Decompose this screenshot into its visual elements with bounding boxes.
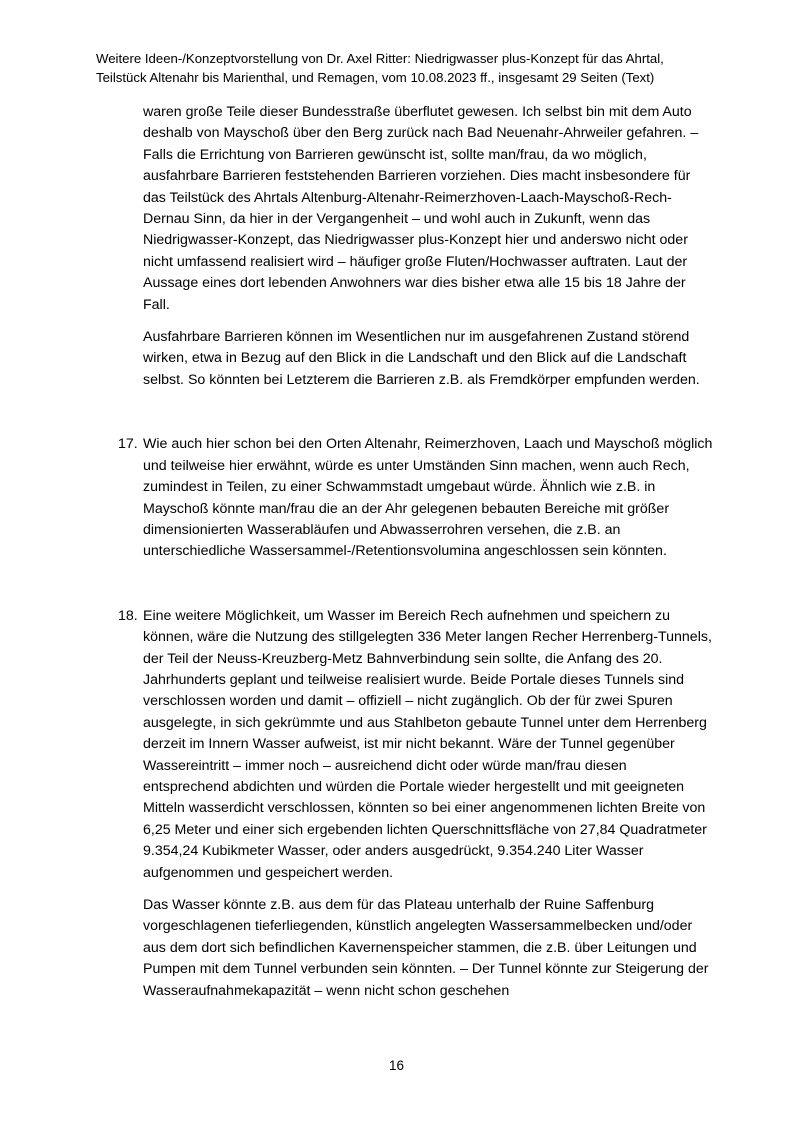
list-item-text: Eine weitere Möglichkeit, um Wasser im Bereich Rech aufnehmen und speichern zu können, wäre die Nutzung des stillgelegten 336 Meter langen Recher Herrenberg-Tunnels, der Teil der Neuss-Kreuzberg-Metz Bahnverbindung sein sollte, die Anfang des 20. Jahrhunderts geplant und teilweise realisiert wurde. Beide Portale dieses Tunnels sind verschlossen worden und damit – offiziell – nicht zugänglich. Ob der für zwei Spuren ausgelegte, in sich gekrümmte und aus Stahlbeton gebaute Tunnel unter dem Herrenberg derzeit im Innern Wasser aufweist, ist mir nicht bekannt. Wäre der Tunnel gegenüber Wassereintritt – immer noch – ausreichend dicht oder würde man/frau diesen entsprechend abdichten und würden die Portale wieder hergestellt und mit geeigneten Mitteln wasserdicht verschlossen, könnten so bei einer angenommenen lichten Breite von 6,25 Meter und einer sich ergebenden lichten Querschnittsfläche von 27,84 Quadratmeter 9.354,24 Kubikmeter Wasser, oder anders ausgedrückt, 9.354.240 Liter Wasser aufgenommen und gespeichert werden.: [143, 607, 712, 881]
list-item-17: [118, 434, 713, 562]
header-line-2: Teilstück Altenahr bis Marienthal, und Remagen, vom 10.08.2023 ff., insgesamt 29 Seiten (Text): [96, 70, 655, 85]
document-body: [118, 102, 713, 1002]
paragraph-barriers: Ausfahrbare Barrieren können im Wesentlichen nur im ausgefahrenen Zustand störend wirken, etwa in Bezug auf den Blick in die Landschaft und den Blick auf die Landschaft selbst. So könnten bei Letzterem die Barrieren z.B. als Fremdkörper empfunden werden.: [143, 329, 700, 388]
list-item-18: [118, 606, 713, 884]
paragraph-water-source: Das Wasser könnte z.B. aus dem für das Plateau unterhalb der Ruine Saffenburg vorgeschlagenen tieferliegenden, künstlich angelegten Wassersammelbecken und/oder aus dem dort sich befindlichen Kavernenspeicher stammen, die z.B. über Leitungen und Pumpen mit dem Tunnel verbunden sein könnten. – Der Tunnel könnte zur Steigerung der Wasseraufnahmekapazität – wenn nicht schon geschehen: [143, 897, 709, 999]
list-item-number: 18.: [118, 607, 138, 624]
header-line-1: Weitere Ideen-/Konzeptvorstellung von Dr. Axel Ritter: Niedrigwasser plus-Konzept für das Ahrtal,: [96, 51, 664, 66]
page-header: [96, 49, 736, 87]
page-number: 16: [388, 1058, 405, 1073]
paragraph-continued: waren große Teile dieser Bundesstraße überflutet gewesen. Ich selbst bin mit dem Auto deshalb von Mayschoß über den Berg zurück nach Bad Neuenahr-Ahrweiler gefahren. – Falls die Errichtung von Barrieren gewünscht ist, sollte man/frau, da wo möglich, ausfahrbare Barrieren feststehenden Barrieren vorziehen. Dies macht insbesondere für das Teilstück des Ahrtals Altenburg-Altenahr-Reimerzhoven-Laach-Mayschoß-Rech-Dernau Sinn, da hier in der Vergangenheit – und wohl auch in Zukunft, wenn das Niedrigwasser-Konzept, das Niedrigwasser plus-Konzept hier und anderswo nicht oder nicht umfassend realisiert wird – häufiger große Fluten/Hochwasser auftraten. Laut der Aussage eines dort lebenden Anwohners war dies bisher etwa alle 15 bis 18 Jahre der Fall.: [143, 104, 699, 313]
list-item-text: Wie auch hier schon bei den Orten Altenahr, Reimerzhoven, Laach und Mayschoß möglich und teilweise hier erwähnt, würde es unter Umständen Sinn machen, wenn auch Rech, zumindest in Teilen, zu einer Schwammstadt umgebaut würde. Ähnlich wie z.B. in Mayschoß könnte man/frau die an der Ahr gelegenen bebauten Bereiche mit größer dimensionierten Wasserabläufen und Abwasserrohren versehen, die z.B. an unterschiedliche Wassersammel-/Retentionsvolumina angeschlossen sein könnten.: [143, 436, 713, 560]
list-item-number: 17.: [118, 436, 138, 453]
